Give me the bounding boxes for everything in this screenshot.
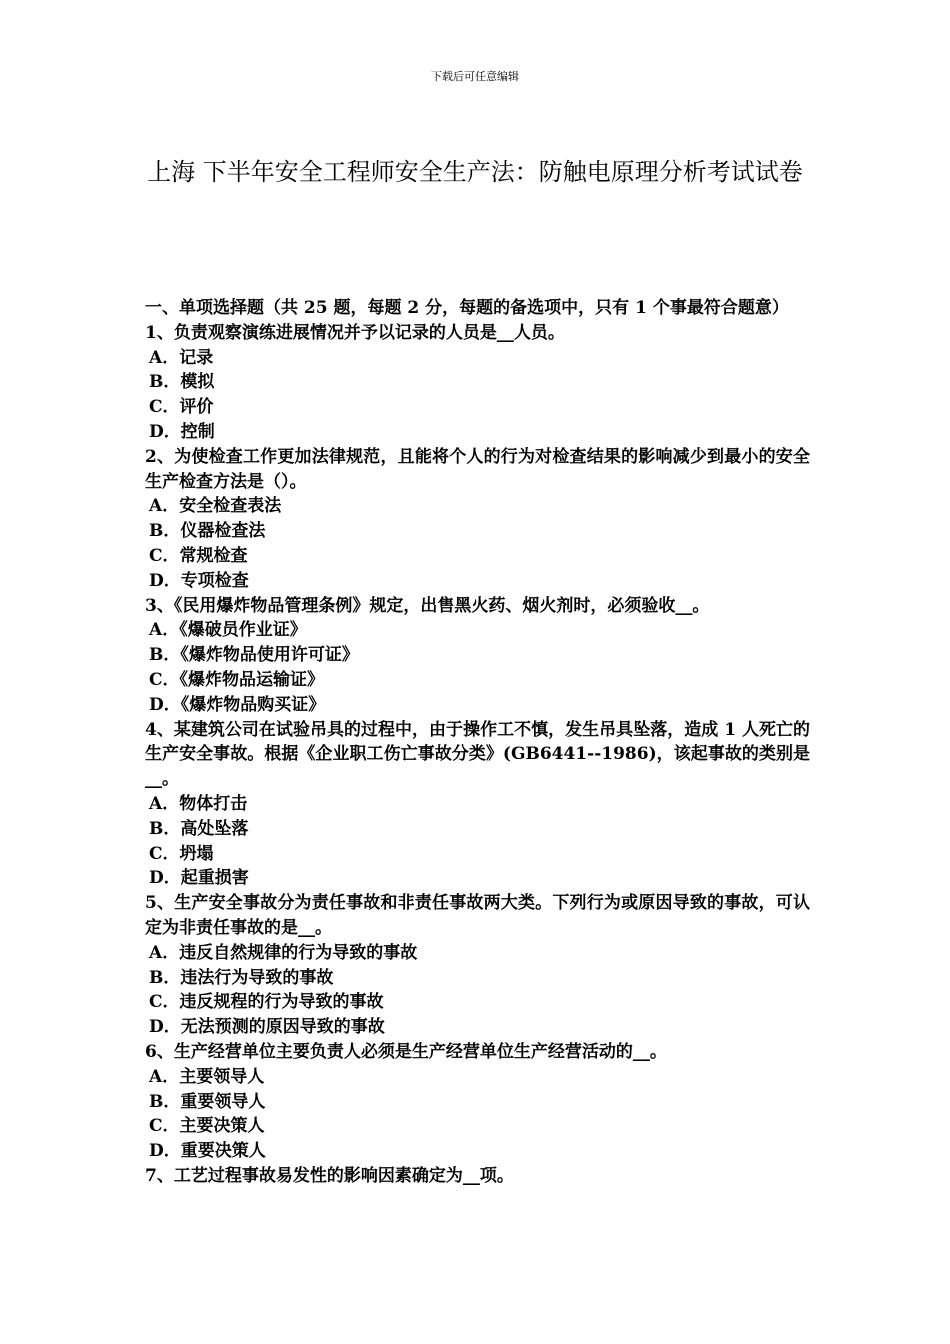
question-4 bbox=[145, 718, 810, 892]
question-stem: 4、某建筑公司在试验吊具的过程中，由于操作工不慎，发生吊具坠落，造成 1 人死亡的生产安全事故。根据《企业职工伤亡事故分类》(GB6441--1986)，该起事故的类别是__。 bbox=[145, 719, 810, 790]
option-c: C．《爆炸物品运输证》 bbox=[149, 669, 325, 690]
option-a: A．记录 bbox=[149, 347, 214, 368]
question-stem: 2、为使检查工作更加法律规范，且能将个人的行为对检查结果的影响减少到最小的安全生产检查方法是（）。 bbox=[145, 446, 810, 492]
question-list bbox=[145, 296, 810, 1189]
header-note: 下载后可任意编辑 bbox=[431, 70, 519, 83]
question-stem: 5、生产安全事故分为责任事故和非责任事故两大类。下列行为或原因导致的事故，可认定为非责任事故的是__。 bbox=[145, 893, 810, 938]
section-heading: 一、单项选择题（共 25 题，每题 2 分，每题的备选项中，只有 1 个事最符合题意） bbox=[145, 298, 789, 318]
question-stem: 3、《民用爆炸物品管理条例》规定，出售黑火药、烟火剂时，必须验收__。 bbox=[145, 595, 710, 616]
option-d: D．专项检查 bbox=[149, 570, 249, 591]
option-d: D．起重损害 bbox=[149, 868, 249, 889]
option-d: D．无法预测的原因导致的事故 bbox=[149, 1017, 385, 1038]
question-1 bbox=[145, 321, 810, 445]
option-b: B．仪器检查法 bbox=[149, 521, 266, 542]
option-b: B．《爆炸物品使用许可证》 bbox=[149, 645, 359, 666]
question-7 bbox=[145, 1164, 810, 1189]
option-d: D．重要决策人 bbox=[149, 1141, 266, 1162]
option-b: B．重要领导人 bbox=[149, 1091, 266, 1112]
question-stem: 1、负责观察演练进展情况并予以记录的人员是__人员。 bbox=[145, 322, 565, 343]
option-c: C．坍塌 bbox=[149, 843, 214, 864]
option-a: A．物体打击 bbox=[149, 793, 248, 814]
option-d: D．控制 bbox=[149, 421, 215, 442]
question-5 bbox=[145, 891, 810, 1040]
option-b: B．违法行为导致的事故 bbox=[149, 967, 334, 988]
option-c: C．违反规程的行为导致的事故 bbox=[149, 992, 384, 1013]
document-title: 上海 下半年安全工程师安全生产法：防触电原理分析考试试卷 bbox=[147, 158, 803, 186]
option-c: C．常规检查 bbox=[149, 545, 248, 566]
question-3 bbox=[145, 594, 810, 718]
option-a: A．主要领导人 bbox=[149, 1066, 265, 1087]
question-stem: 7、工艺过程事故易发性的影响因素确定为__项。 bbox=[145, 1165, 514, 1186]
option-a: A．《爆破员作业证》 bbox=[149, 620, 307, 641]
option-c: C．评价 bbox=[149, 397, 214, 418]
option-d: D．《爆炸物品购买证》 bbox=[149, 694, 326, 715]
option-a: A．安全检查表法 bbox=[149, 496, 282, 517]
question-6 bbox=[145, 1040, 810, 1164]
question-2 bbox=[145, 445, 810, 594]
question-stem: 6、生产经营单位主要负责人必须是生产经营单位生产经营活动的__。 bbox=[145, 1041, 667, 1062]
option-a: A．违反自然规律的行为导致的事故 bbox=[149, 942, 418, 963]
option-c: C．主要决策人 bbox=[149, 1116, 265, 1137]
option-b: B．高处坠落 bbox=[149, 818, 249, 839]
option-b: B．模拟 bbox=[149, 372, 215, 393]
